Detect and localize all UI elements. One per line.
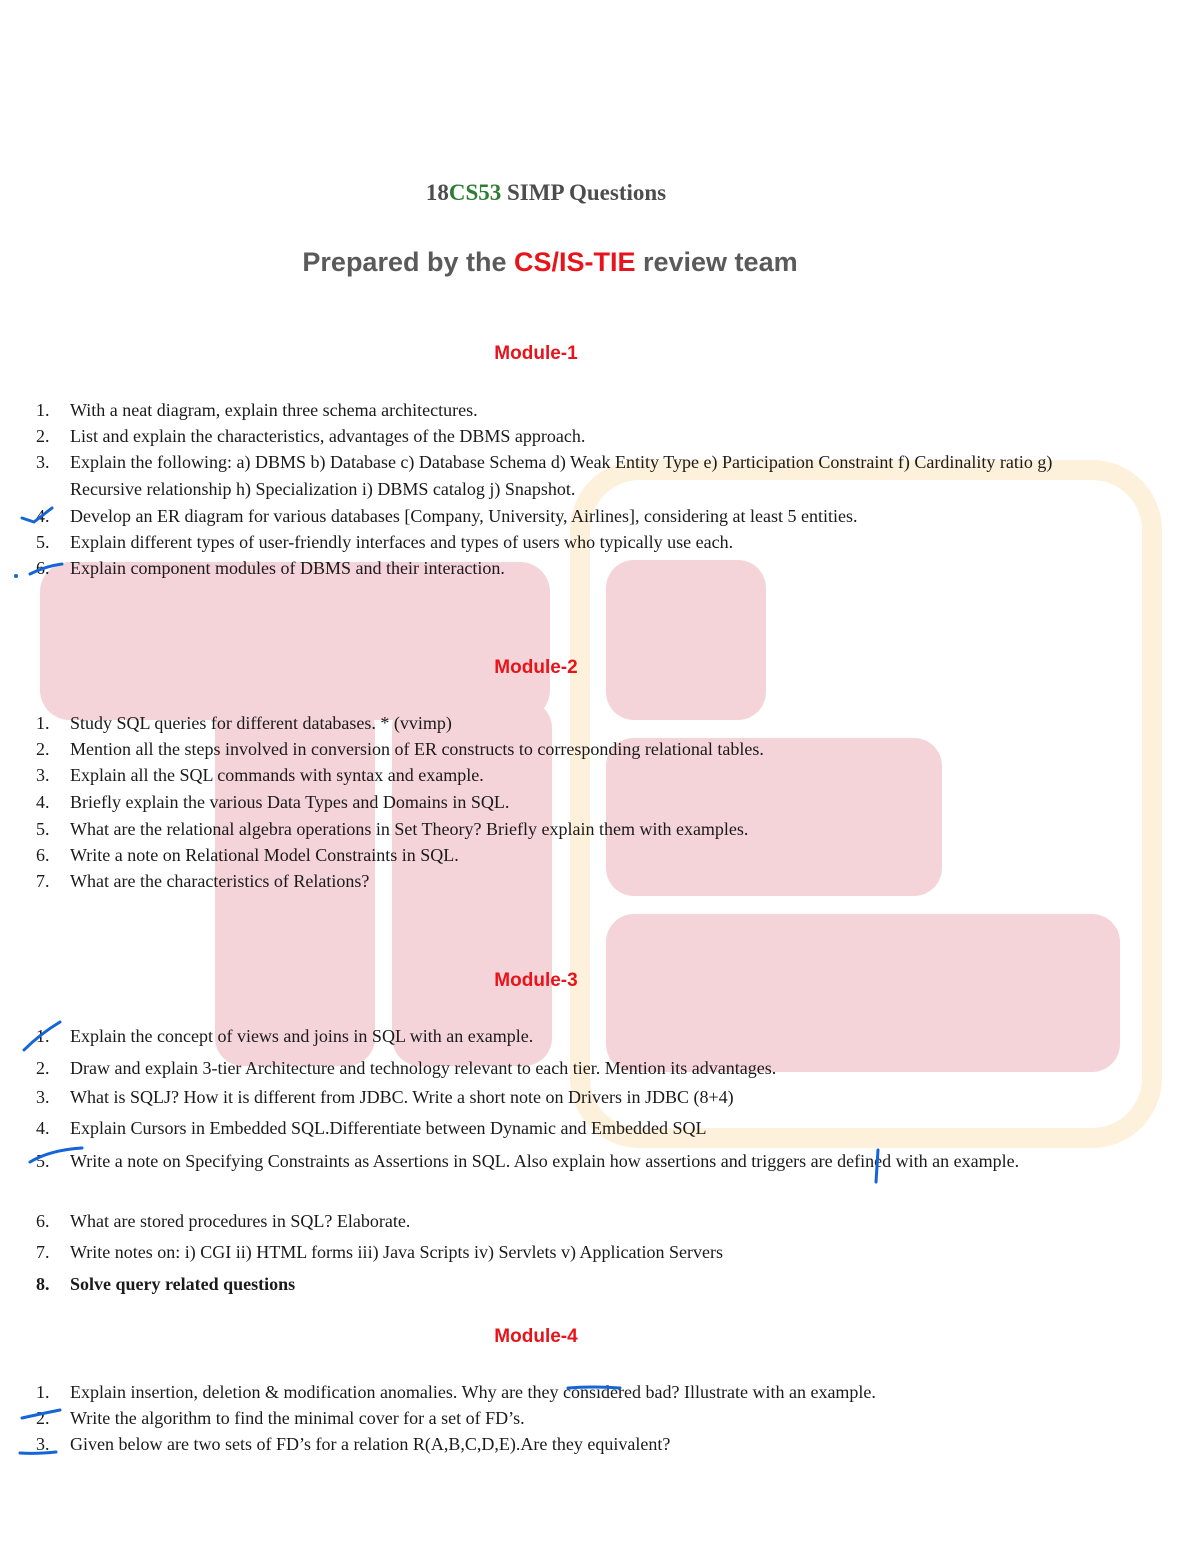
module-1-heading: Module-1 bbox=[494, 343, 578, 364]
list-item: 1. Study SQL queries for different databases. * (vvimp) bbox=[36, 713, 452, 733]
document-subtitle: Prepared by the CS/IS-TIE review team bbox=[302, 247, 798, 277]
module-2-heading: Module-2 bbox=[494, 657, 578, 678]
list-item: 3. Explain all the SQL commands with syntax and example. bbox=[36, 765, 484, 785]
list-item: 3. Explain the following: a) DBMS b) Database c) Database Schema d) Weak Entity Type e) Participation Constraint f) Cardinality ratio g) Recursive relationship h) Specialization i) DBMS catalog j) Snapshot. bbox=[36, 452, 1053, 499]
list-item: 7. Write notes on: i) CGI ii) HTML forms iii) Java Scripts iv) Servlets v) Application Servers bbox=[36, 1242, 723, 1262]
list-item: 4. Develop an ER diagram for various databases [Company, University, Airlines], considering at least 5 entities. bbox=[36, 506, 858, 526]
list-item: 5. Explain different types of user-friendly interfaces and types of users who typically use each. bbox=[36, 532, 734, 552]
module-4-heading: Module-4 bbox=[494, 1326, 578, 1347]
list-item: 1. Explain insertion, deletion & modification anomalies. Why are they considered bad? Illustrate with an example. bbox=[36, 1382, 876, 1402]
list-item: 1. With a neat diagram, explain three schema architectures. bbox=[36, 400, 478, 420]
list-item: 6. Explain component modules of DBMS and their interaction. bbox=[36, 558, 505, 578]
list-item: 4. Explain Cursors in Embedded SQL.Differentiate between Dynamic and Embedded SQL bbox=[36, 1118, 707, 1138]
list-item: 2. Write the algorithm to find the minimal cover for a set of FD’s. bbox=[36, 1408, 525, 1428]
list-item: 3. Given below are two sets of FD’s for a relation R(A,B,C,D,E).Are they equivalent? bbox=[36, 1434, 671, 1454]
list-item: 6. Write a note on Relational Model Constraints in SQL. bbox=[36, 845, 459, 865]
list-item: 5. What are the relational algebra operations in Set Theory? Briefly explain them with examples. bbox=[36, 819, 749, 839]
list-item: 2. List and explain the characteristics, advantages of the DBMS approach. bbox=[36, 426, 586, 446]
list-item: 2. Draw and explain 3-tier Architecture and technology relevant to each tier. Mention its advantages. bbox=[36, 1058, 777, 1078]
module-3-heading: Module-3 bbox=[494, 970, 578, 991]
list-item: 8. Solve query related questions bbox=[36, 1274, 296, 1294]
document-title: 18CS53 SIMP Questions bbox=[425, 180, 667, 205]
list-item: 3. What is SQLJ? How it is different from JDBC. Write a short note on Drivers in JDBC (8+4) bbox=[36, 1087, 734, 1107]
list-item: 1. Explain the concept of views and joins in SQL with an example. bbox=[36, 1026, 534, 1046]
list-item: 2. Mention all the steps involved in conversion of ER constructs to corresponding relational tables. bbox=[36, 739, 764, 759]
list-item: 6. What are stored procedures in SQL? Elaborate. bbox=[36, 1211, 411, 1231]
list-item: 4. Briefly explain the various Data Types and Domains in SQL. bbox=[36, 792, 510, 812]
list-item: 7. What are the characteristics of Relations? bbox=[36, 871, 370, 891]
list-item: 5. Write a note on Specifying Constraints as Assertions in SQL. Also explain how assertions and triggers are defined with an example. bbox=[36, 1151, 1020, 1171]
